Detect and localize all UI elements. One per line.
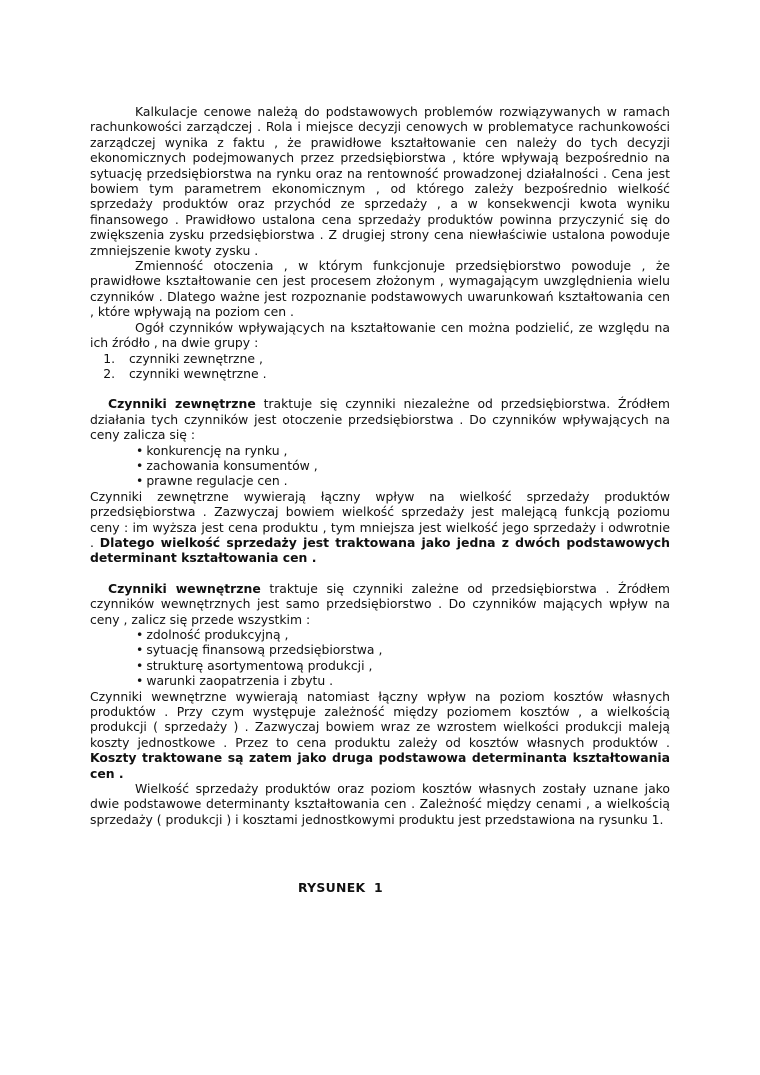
closing-paragraph: Wielkość sprzedaży produktów oraz poziom kosztów własnych zostały uznane jako dwie podstawowe determinanty kształtowania cen . Zależność między cenami , a wielkością sprzedaży ( produkcji ) i kosztami jednostkowymi produktu jest przedstawiona na rysunku 1. — [90, 781, 670, 827]
external-conclusion: Dlatego wielkość sprzedaży jest traktowana jako jedna z dwóch podstawowych determinant kształtowania cen . — [90, 534, 670, 566]
internal-factors-summary — [90, 689, 670, 781]
external-factors-list — [90, 443, 670, 489]
external-summary-text: Czynniki zewnętrzne wywierają łączny wpływ na wielkość sprzedaży produktów przedsiębiorstwa . Zazwyczaj bowiem wielkość sprzedaży jest malejącą funkcją poziomu ceny : im wyższa jest cena produktu , tym mniejsza jest wielkość jego sprzedaży i odwrotnie . — [90, 488, 670, 550]
internal-summary-text: Czynniki wewnętrzne wywierają natomiast łączny wpływ na poziom kosztów własnych produktów . Przy czym występuje zależność między poziomem kosztów , a wielkością produkcji ( sprzedaży ) . Zazwyczaj bowiem wraz ze wzrostem wielkości produkcji maleją koszty jednostkowe . Przez to cena produktu zależy od kosztów własnych produktów . — [90, 688, 670, 750]
list-item: • zachowania konsumentów , — [136, 458, 670, 473]
document-body — [90, 104, 670, 827]
list-item: 1. czynniki zewnętrzne , — [119, 351, 670, 366]
factor-groups-list — [90, 351, 670, 382]
internal-factors-list — [90, 627, 670, 689]
list-item: • zdolność produkcyjną , — [136, 627, 670, 642]
list-item: • strukturę asortymentową produkcji , — [136, 658, 670, 673]
external-factors-text: traktuje się czynniki niezależne od przedsiębiorstwa. Źródłem działania tych czynników jest otoczenie przedsiębiorstwa . Do czynników wpływających na ceny zalicza się : — [90, 396, 670, 443]
list-item: • warunki zaopatrzenia i zbytu . — [136, 673, 670, 688]
external-factors-summary — [90, 489, 670, 566]
classification-paragraph: Ogół czynników wpływających na kształtowanie cen można podzielić, ze względu na ich źródło , na dwie grupy : — [90, 319, 670, 351]
list-item: • konkurencję na rynku , — [136, 443, 670, 458]
list-item: 2. czynniki wewnętrzne . — [119, 366, 670, 381]
internal-factors-text: traktuje się czynniki zależne od przedsiębiorstwa . Źródłem czynników wewnętrznych jest samo przedsiębiorstwo . Do czynników mających wpływ na ceny , zalicz się przede wszystkim : — [90, 580, 670, 627]
external-factors-intro — [90, 396, 670, 442]
internal-factors-intro — [90, 581, 670, 627]
internal-conclusion: Koszty traktowane są zatem jako druga podstawowa determinanta kształtowania cen . — [90, 750, 670, 781]
list-item: • prawne regulacje cen . — [136, 473, 670, 488]
list-item: • sytuację finansową przedsiębiorstwa , — [136, 642, 670, 657]
figure-title: RYSUNEK 1 — [298, 880, 383, 895]
internal-factors-heading: Czynniki wewnętrzne — [108, 580, 261, 596]
spacer — [90, 381, 670, 396]
environment-paragraph: Zmienność otoczenia , w którym funkcjonuje przedsiębiorstwo powoduje , że prawidłowe kształtowanie cen jest procesem złożonym , wymagającym uwzględnienia wielu czynników . Dlatego ważne jest rozpoznanie podstawowych uwarunkowań kształtowania cen , które wpływają na poziom cen . — [90, 258, 670, 320]
external-factors-heading: Czynniki zewnętrzne — [108, 396, 256, 412]
intro-paragraph: Kalkulacje cenowe należą do podstawowych problemów rozwiązywanych w ramach rachunkowości zarządczej . Rola i miejsce decyzji cenowych w problematyce rachunkowości zarządczej wynika z faktu , że prawidłowe kształtowanie cen należy do tych decyzji ekonomicznych podejmowanych przez przedsiębiorstwa , które wpływają bezpośrednio na sytuację przedsiębiorstwa na rynku oraz na rentowność prowadzonej działalności . Cena jest bowiem tym parametrem ekonomicznym , od którego zależy bezpośrednio wielkość sprzedaży produktów oraz przychód ze sprzedaży , a w konsekwencji kwota wyniku finansowego . Prawidłowo ustalona cena sprzedaży produktów powinna przyczynić się do zwiększenia zysku przedsiębiorstwa . Z drugiej strony cena niewłaściwie ustalona powoduje zmniejszenie kwoty zysku . — [90, 104, 670, 258]
spacer — [90, 566, 670, 581]
